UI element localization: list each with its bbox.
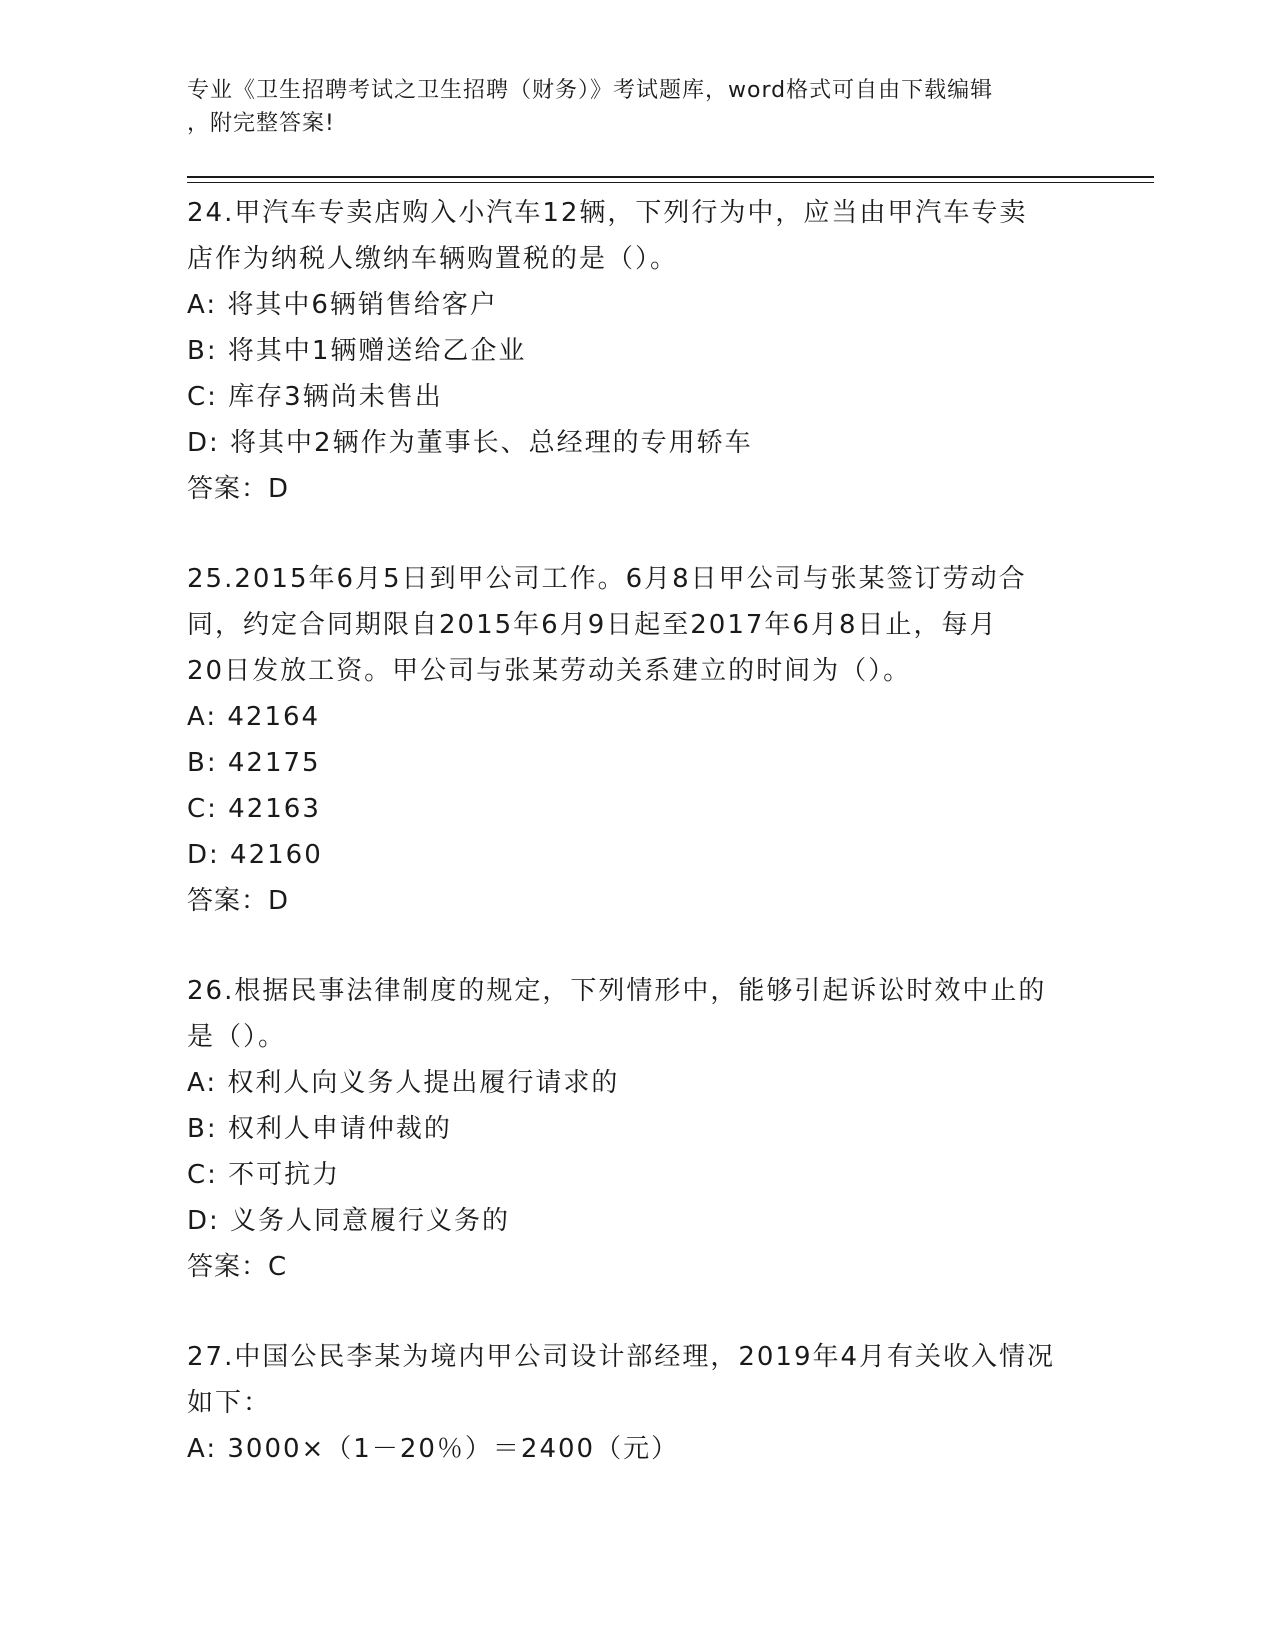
question-list [187,190,1087,1516]
question-24 [187,190,1087,512]
option-c: C: 库存3辆尚未售出 [187,382,443,412]
question-stem-line: 20日发放工资。甲公司与张某劳动关系建立的时间为（）。 [187,656,912,686]
question-stem-line: 店作为纳税人缴纳车辆购置税的是（）。 [187,244,679,274]
header-line-2: ，附完整答案! [187,111,335,136]
question-26 [187,968,1087,1290]
header-line-1: 专业《卫生招聘考试之卫生招聘（财务）》考试题库，word格式可自由下载编辑 [187,78,994,103]
header-divider-thin [187,182,1154,183]
header-divider-thick [187,176,1154,178]
option-a: A: 42164 [187,702,321,732]
question-27 [187,1334,1087,1472]
question-stem-line: 27.中国公民李某为境内甲公司设计部经理，2019年4月有关收入情况 [187,1342,1056,1372]
question-stem-line: 26.根据民事法律制度的规定，下列情形中，能够引起诉讼时效中止的 [187,976,1047,1006]
option-c: C: 不可抗力 [187,1160,341,1190]
option-d: D: 将其中2辆作为董事长、总经理的专用轿车 [187,428,753,458]
question-stem-line: 24.甲汽车专卖店购入小汽车12辆，下列行为中，应当由甲汽车专卖 [187,198,1028,228]
question-stem-line: 是（）。 [187,1022,287,1052]
option-a: A: 将其中6辆销售给客户 [187,290,498,320]
answer-line: 答案：D [187,474,290,504]
option-d: D: 义务人同意履行义务的 [187,1206,511,1236]
option-a: A: 3000×（1－20％）＝2400（元） [187,1434,680,1464]
option-a: A: 权利人向义务人提出履行请求的 [187,1068,620,1098]
option-c: C: 42163 [187,794,321,824]
option-b: B: 将其中1辆赠送给乙企业 [187,336,527,366]
question-stem-line: 如下： [187,1388,272,1418]
option-b: B: 42175 [187,748,321,778]
question-stem-line: 同，约定合同期限自2015年6月9日起至2017年6月8日止，每月 [187,610,998,640]
document-header [187,74,1067,140]
question-stem-line: 25.2015年6月5日到甲公司工作。6月8日甲公司与张某签订劳动合 [187,564,1027,594]
option-d: D: 42160 [187,840,323,870]
answer-line: 答案：C [187,1252,288,1282]
answer-line: 答案：D [187,886,290,916]
option-b: B: 权利人申请仲裁的 [187,1114,452,1144]
question-25 [187,556,1087,924]
